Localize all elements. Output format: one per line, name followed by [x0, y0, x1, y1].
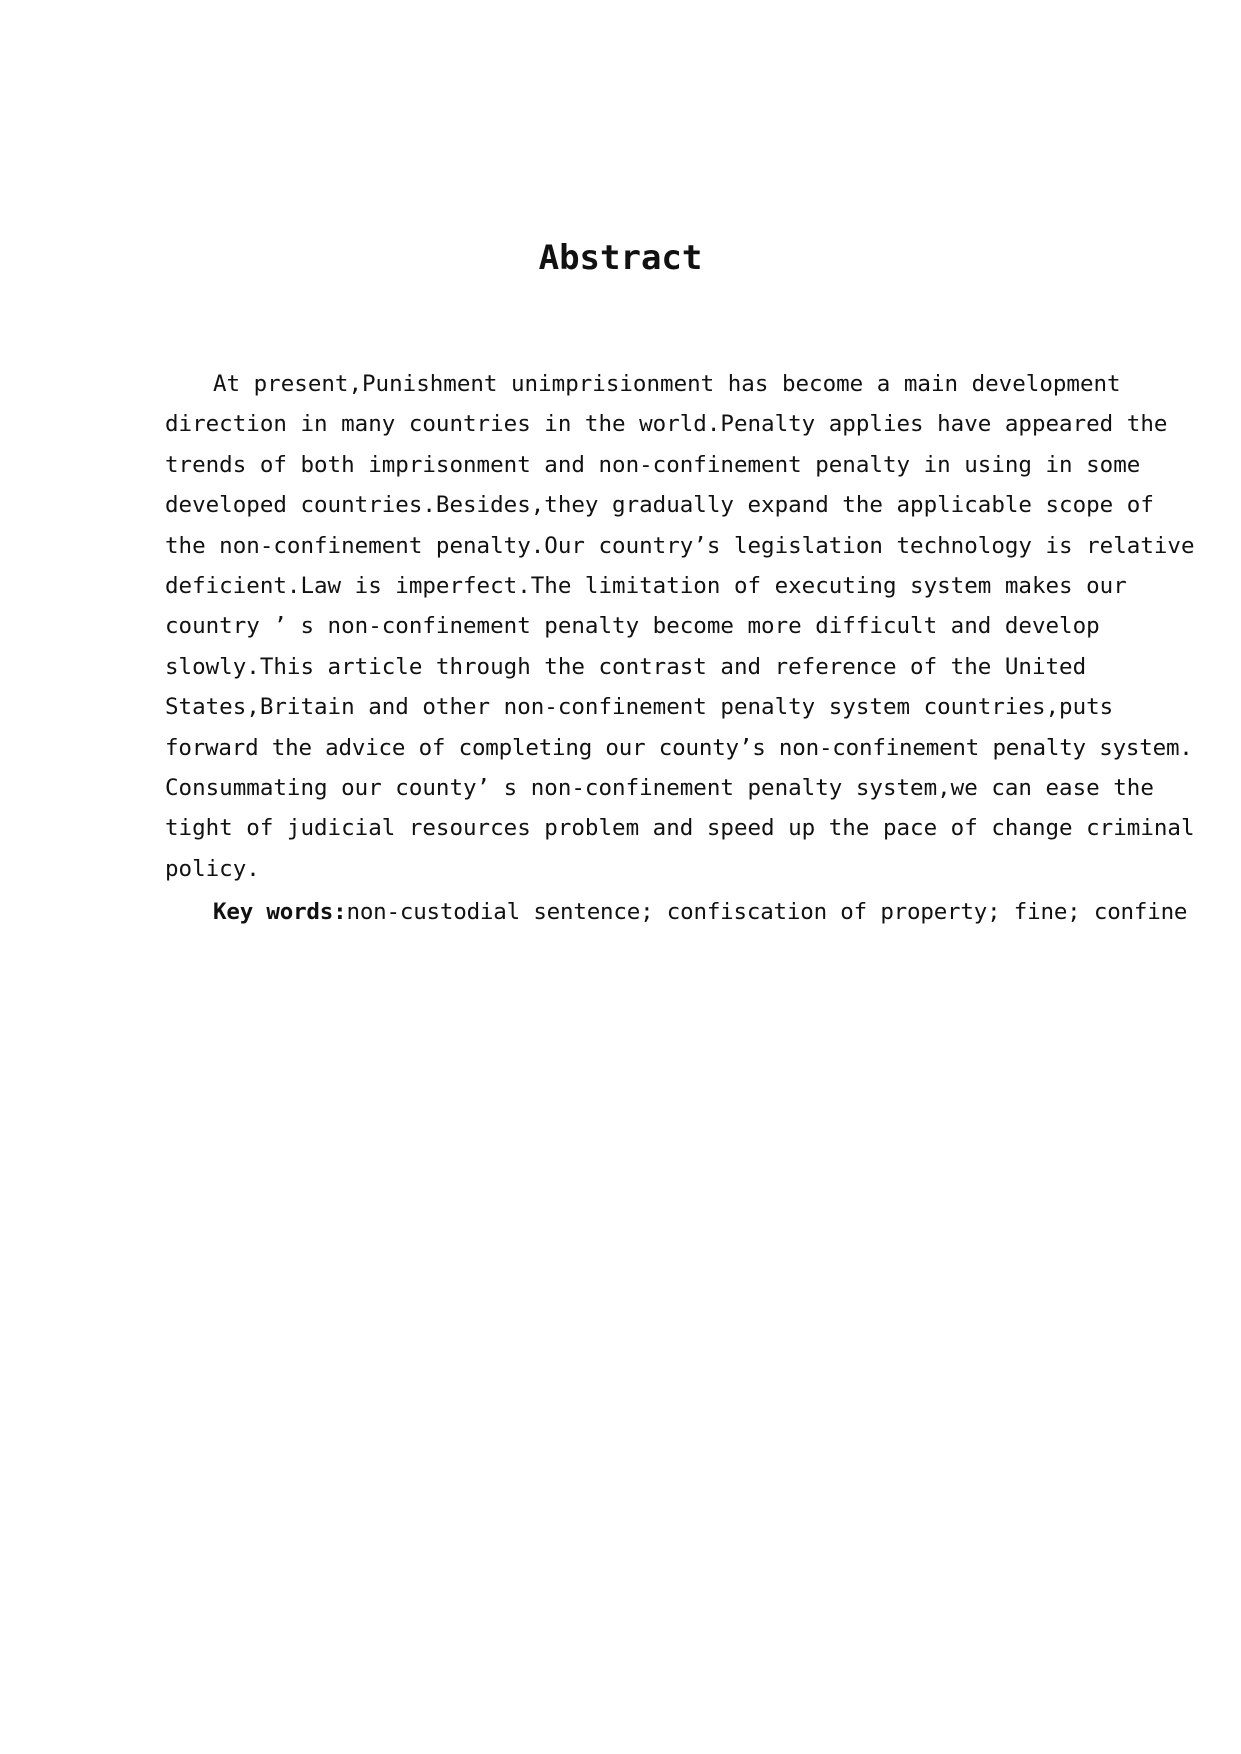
abstract-line: the non-confinement penalty.Our country’s legislation technology is relative [165, 532, 1195, 559]
abstract-line: trends of both imprisonment and non-confinement penalty in using in some [165, 451, 1141, 478]
abstract-paragraph [165, 364, 1195, 889]
keywords-line [165, 892, 1188, 932]
abstract-line: deficient.Law is imperfect.The limitation of executing system makes our [165, 573, 1127, 600]
abstract-line: Consummating our county’ s non-confinement penalty system,we can ease the [165, 775, 1154, 802]
keywords-value: non-custodial sentence; confiscation of property; fine; confine [346, 899, 1188, 925]
abstract-line: policy. [165, 855, 260, 882]
abstract-line: States,Britain and other non-confinement penalty system countries,puts [165, 694, 1114, 721]
abstract-line: developed countries.Besides,they gradually expand the applicable scope of [165, 492, 1154, 519]
abstract-line: slowly.This article through the contrast and reference of the United [165, 653, 1087, 680]
keywords-label: Key words: [213, 899, 347, 925]
abstract-heading: Abstract [538, 238, 703, 278]
abstract-line: direction in many countries in the world.Penalty applies have appeared the [165, 411, 1168, 438]
abstract-line: tight of judicial resources problem and speed up the pace of change criminal [165, 815, 1195, 842]
abstract-line: At present,Punishment unimprisionment has become a main development [213, 371, 1121, 397]
abstract-line: country ’ s non-confinement penalty become more difficult and develop [165, 613, 1100, 640]
abstract-line: forward the advice of completing our county’s non-confinement penalty system. [165, 734, 1193, 761]
